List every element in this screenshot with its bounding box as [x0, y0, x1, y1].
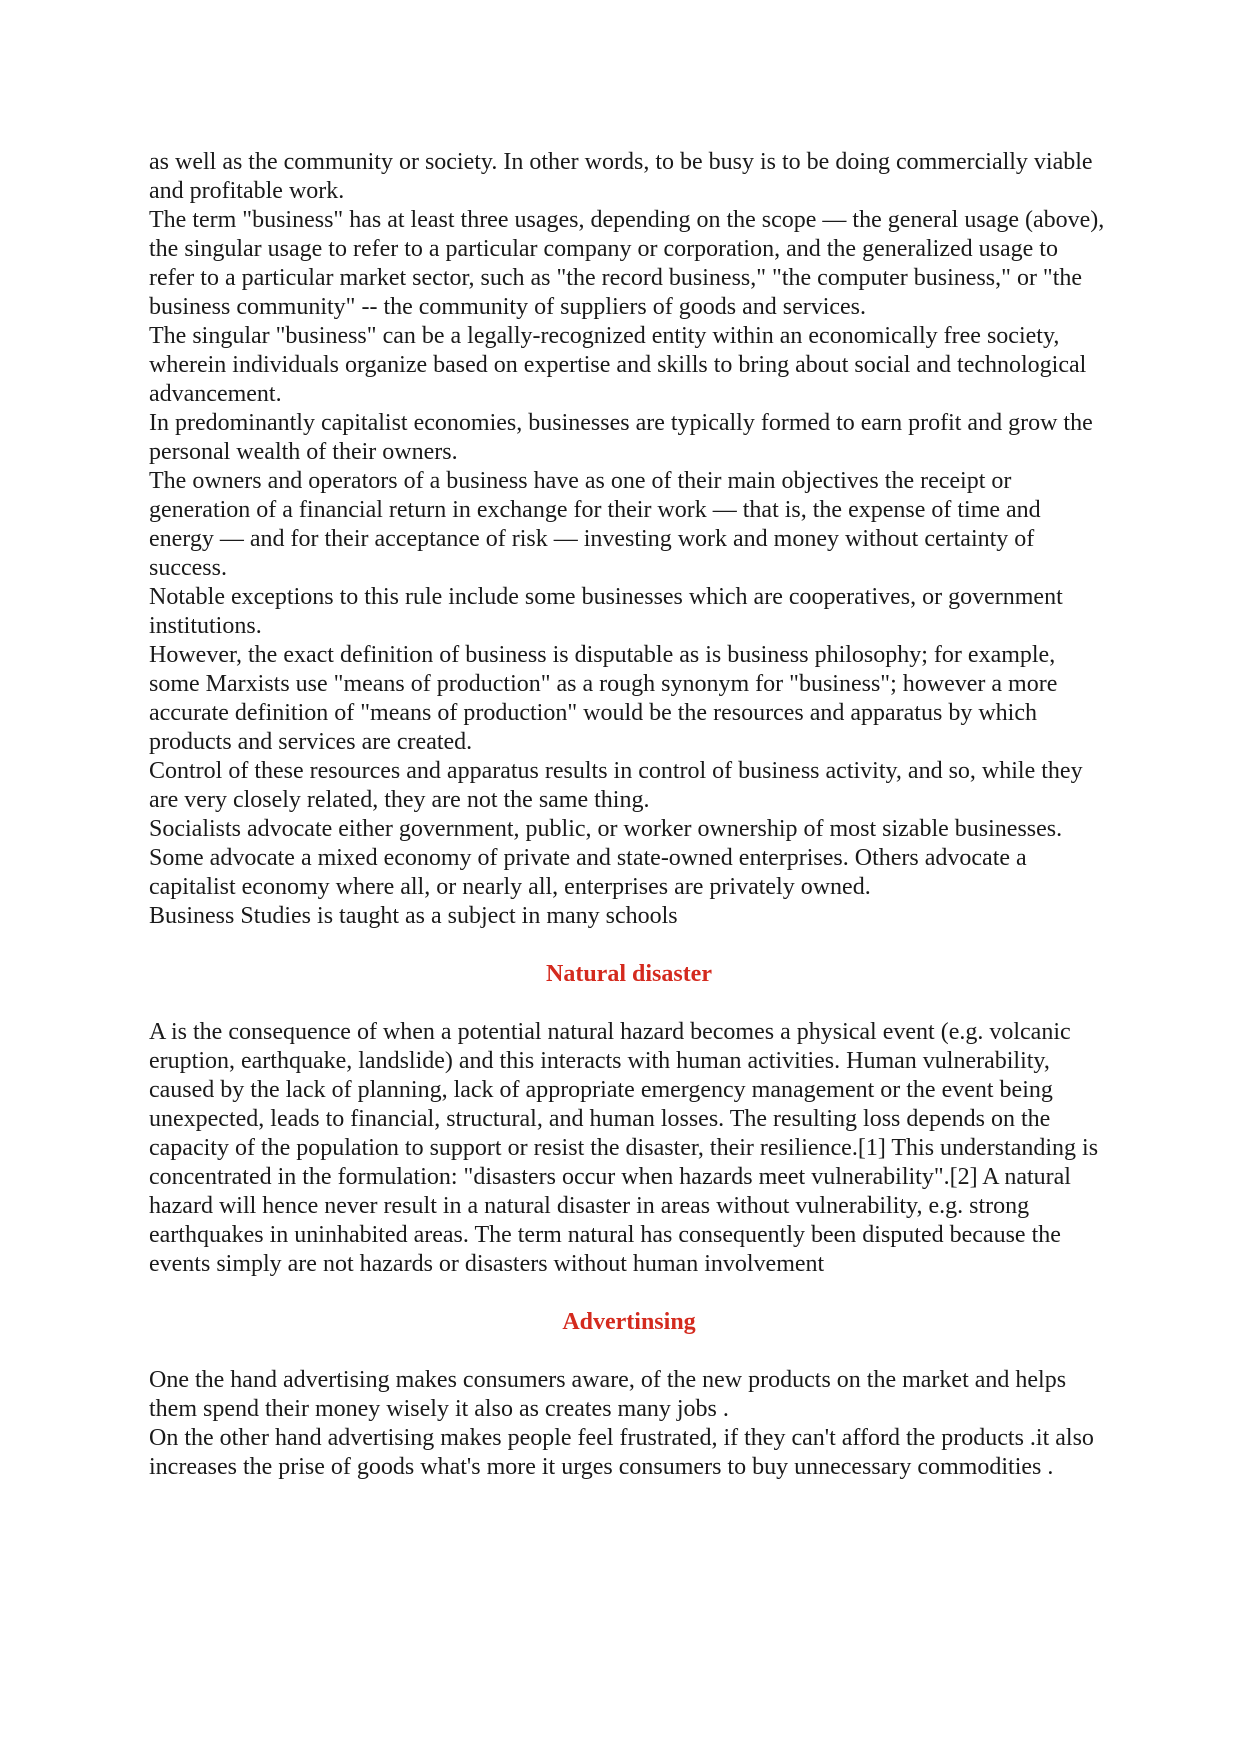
section-heading-natural-disaster: Natural disaster [546, 961, 712, 987]
paragraph: Control of these resources and apparatus results in control of business activity, and so, while they are very closely related, they are not the same thing. [149, 758, 1083, 813]
paragraph: Business Studies is taught as a subject in many schools [149, 903, 678, 929]
section-business [149, 148, 1109, 931]
spacer [149, 989, 1109, 1018]
section-advertising [149, 1366, 1109, 1482]
spacer [149, 931, 1109, 960]
section-heading-advertising: Advertinsing [562, 1309, 696, 1335]
paragraph: The singular "business" can be a legally-recognized entity within an economically free society, wherein individuals organize based on expertise and skills to bring about social and technological advancement. [149, 323, 1087, 407]
paragraph: On the other hand advertising makes people feel frustrated, if they can't afford the products .it also increases the prise of goods what's more it urges consumers to buy unnecessary commodities . [149, 1425, 1094, 1480]
paragraph: Socialists advocate either government, public, or worker ownership of most sizable businesses. Some advocate a mixed economy of private and state-owned enterprises. Others advocate a capitalist economy where all, or nearly all, enterprises are privately owned. [149, 816, 1063, 900]
paragraph: In predominantly capitalist economies, businesses are typically formed to earn profit and grow the personal wealth of their owners. [149, 410, 1093, 465]
paragraph: The owners and operators of a business have as one of their main objectives the receipt or generation of a financial return in exchange for their work — that is, the expense of time and energy — and for their acceptance of risk — investing work and money without certainty of success. [149, 468, 1041, 581]
paragraph: The term "business" has at least three usages, depending on the scope — the general usage (above), the singular usage to refer to a particular company or corporation, and the generalized usage to refer to a particular market sector, such as "the record business," "the computer business," or "the business community" -- the community of suppliers of goods and services. [149, 207, 1105, 320]
spacer [149, 1279, 1109, 1308]
paragraph: One the hand advertising makes consumers aware, of the new products on the market and helps them spend their money wisely it also as creates many jobs . [149, 1367, 1067, 1422]
section-natural-disaster [149, 1018, 1109, 1279]
spacer [149, 1337, 1109, 1366]
paragraph: Notable exceptions to this rule include some businesses which are cooperatives, or government institutions. [149, 584, 1063, 639]
paragraph: A is the consequence of when a potential natural hazard becomes a physical event (e.g. volcanic eruption, earthquake, landslide) and this interacts with human activities. Human vulnerability, caused by the lack of planning, lack of appropriate emergency management or the event being unexpected, leads to financial, structural, and human losses. The resulting loss depends on the capacity of the population to support or resist the disaster, their resilience.[1] This understanding is concentrated in the formulation: "disasters occur when hazards meet vulnerability".[2] A natural hazard will hence never result in a natural disaster in areas without vulnerability, e.g. strong earthquakes in uninhabited areas. The term natural has consequently been disputed because the events simply are not hazards or disasters without human involvement [149, 1019, 1099, 1277]
paragraph: However, the exact definition of business is disputable as is business philosophy; for example, some Marxists use "means of production" as a rough synonym for "business"; however a more accurate definition of "means of production" would be the resources and apparatus by which products and services are created. [149, 642, 1058, 755]
paragraph: as well as the community or society. In other words, to be busy is to be doing commercially viable and profitable work. [149, 149, 1093, 204]
document-page [149, 148, 1109, 1482]
